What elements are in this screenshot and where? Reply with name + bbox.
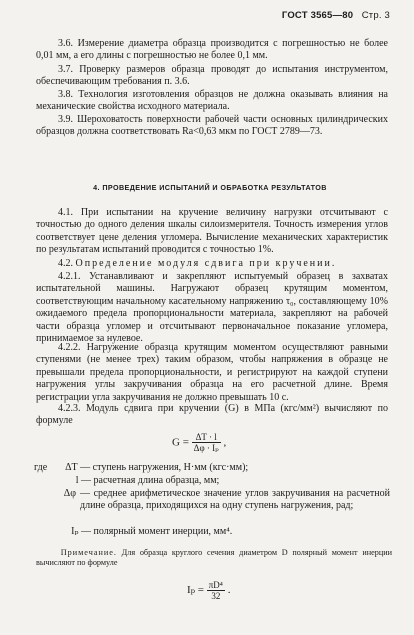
standard-number: ГОСТ 3565—80 — [281, 10, 354, 21]
definition-delta-phi — [34, 488, 390, 512]
formula-fraction — [207, 580, 225, 601]
section-heading: 4. ПРОВЕДЕНИЕ ИСПЫТАНИЙ И ОБРАБОТКА РЕЗУЛЬТАТОВ — [93, 183, 327, 192]
formula-numerator: πD⁴ — [208, 580, 223, 590]
paragraph-4-2-3: 4.2.3. Модуль сдвига при кручении (G) в МПа (кгс/мм²) вычисляют по формуле — [36, 403, 388, 427]
note-text: Для образца круглого сечения диаметром D полярный момент инерции вычисляют по формуле — [36, 548, 392, 568]
formula-numerator: ΔT · l — [192, 432, 221, 443]
note — [36, 548, 392, 569]
paragraph-3-9: 3.9. Шероховатость поверхности рабочей части основных цилиндрических образцов должна соответствовать Ra<0,63 мкм по ГОСТ 2789—73. — [36, 114, 388, 138]
formula-tail: , — [223, 436, 227, 449]
paragraph-4-2-number: 4.2. — [58, 258, 73, 269]
paragraph-4-2-1: 4.2.1. Устанавливают и закрепляют испытуемый образец в захватах испытательной машины. Нагружают образец крутящим моментом, соответствующим начальному касательному напряжению τ₀, составляющему 10% ожидаемого предела пропорциональности материала, закрепляют на рабочей части образца угломер и отсчитывают первоначальное показание угломера, принимаемое за нулевое. — [36, 271, 388, 345]
paragraph-3-6: 3.6. Измерение диаметра образца производится с погрешностью не более 0,01 мм, а его длины с погрешностью не более 0,1 мм. — [36, 38, 388, 62]
page-header — [282, 10, 390, 21]
definition-polar-moment — [34, 526, 394, 538]
formula-lhs: G = — [172, 436, 189, 449]
definition-text: — ступень нагружения, Н·мм (кгс·мм); — [80, 462, 249, 473]
definition-prefix: где — [34, 462, 48, 473]
paragraph-4-2-title: Определение модуля сдвига при кручении. — [75, 258, 337, 269]
paragraph-4-1: 4.1. При испытании на кручение величину нагрузки отсчитывают с точностью до одного деления шкалы силоизмерителя. Точность измерения углов соответствует цене деления угломера. Вычисление механических характеристик по результатам испытаний проводится с точностью 1%. — [36, 207, 388, 256]
definition-text: — полярный момент инерции, мм⁴. — [81, 526, 233, 537]
definition-delta-t — [34, 462, 394, 474]
formula-denominator: Δφ · Iₚ — [193, 443, 219, 453]
definition-symbol: ΔT — [65, 462, 78, 473]
shear-modulus-formula — [172, 432, 226, 454]
definition-symbol: l — [75, 475, 79, 486]
paragraph-3-7: 3.7. Проверку размеров образца проводят до испытания инструментом, обеспечивающим требования п. 3.6. — [36, 64, 388, 88]
polar-moment-formula — [187, 580, 230, 601]
formula-lhs: Iₚ = — [187, 584, 205, 597]
paragraph-4-2 — [36, 258, 388, 270]
paragraph-4-2-2: 4.2.2. Нагружение образца крутящим моментом осуществляют равными ступенями (не менее трех) таким образом, чтобы напряжения в образце не превышали предела пропорциональности, и регистрируют на каждой ступени нагружения углы закручивания образца на его расчетной длине. Время регистрации угла закручивания не должно превышать 10 с. — [36, 342, 388, 403]
paragraph-3-8: 3.8. Технология изготовления образцов не должна оказывать влияния на механические свойства исходного материала. — [36, 89, 388, 113]
formula-denominator: 32 — [211, 591, 221, 601]
definition-symbol: Δφ — [63, 488, 76, 499]
formula-fraction — [192, 432, 221, 454]
formula-tail: . — [227, 584, 231, 597]
definition-text: — расчетная длина образца, мм; — [81, 475, 220, 486]
note-label: Примечание. — [60, 548, 117, 557]
definition-symbol: Iₚ — [71, 526, 79, 537]
definition-length — [34, 475, 394, 487]
page-number: Стр. 3 — [361, 10, 390, 21]
definition-text: — среднее арифметическое значение углов закручивания на расчетной длине образца, приходящихся на одну ступень нагружения, рад; — [80, 488, 390, 512]
